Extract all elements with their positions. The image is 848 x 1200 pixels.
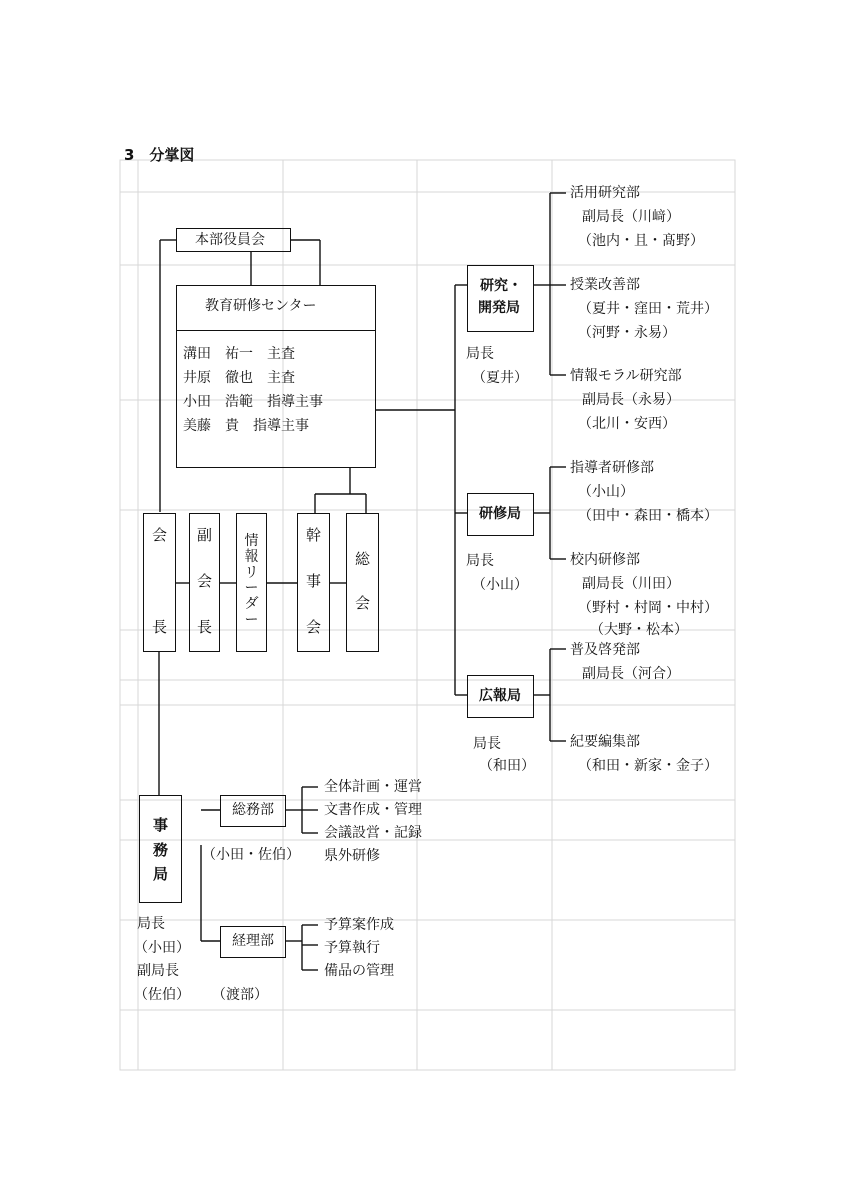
kanjikai-box: 幹 事 会 <box>297 513 330 652</box>
kenkyu-dept-3-name: 情報モラル研究部 <box>570 368 682 384</box>
somubu-members: （小田・佐伯） <box>202 847 300 863</box>
kenkyu-dept-1-members: （池内・且・髙野） <box>578 233 704 249</box>
kenshu-dept-2-members-2: （大野・松本） <box>590 622 688 638</box>
jimukyoku-box: 事 務 局 <box>139 795 182 903</box>
kenshu-chief-label: 局長 <box>466 553 494 569</box>
kenshu-dept-1-members-1: （小山） <box>578 484 634 500</box>
kenkyu-box <box>467 265 534 332</box>
center-member-2: 井原 徹也 主査 <box>183 370 295 386</box>
page-title: 3 分掌図 <box>124 146 195 164</box>
somubu-duty-1: 全体計画・運営 <box>324 779 422 795</box>
kenkyu-dept-3-members: （北川・安西） <box>578 416 676 432</box>
koho-dept-1-name: 普及啓発部 <box>570 642 640 658</box>
kenshu-dept-1-name: 指導者研修部 <box>570 460 654 476</box>
koho-dept-1-deputy: 副局長（河合） <box>582 666 680 682</box>
kenkyu-dept-3-deputy: 副局長（永易） <box>582 392 680 408</box>
kenkyu-dept-2-members-2: （河野・永易） <box>578 325 676 341</box>
center-member-1: 溝田 祐一 主査 <box>183 346 295 362</box>
jimukyoku-chief-name: （小田） <box>134 940 190 956</box>
somubu-duty-4: 県外研修 <box>324 848 380 864</box>
kenkyu-chief-name: （夏井） <box>472 370 528 386</box>
koho-chief-label: 局長 <box>473 736 501 752</box>
koho-dept-2-members: （和田・新家・金子） <box>578 758 718 774</box>
keiribu-name: 経理部 <box>232 933 274 949</box>
jimukyoku-deputy-name: （佐伯） <box>134 987 190 1003</box>
center-divider <box>177 330 375 331</box>
kenshu-chief-name: （小山） <box>472 577 528 593</box>
jimukyoku-chief-label: 局長 <box>137 916 165 932</box>
honbu-box <box>176 228 291 252</box>
koho-chief-name: （和田） <box>479 758 535 774</box>
keiribu-duty-3: 備品の管理 <box>324 963 394 979</box>
center-member-4: 美藤 貴 指導主事 <box>183 418 309 434</box>
center-name: 教育研修センター <box>205 298 317 314</box>
kenkyu-name-2: 開発局 <box>478 300 520 316</box>
keiribu-members: （渡部） <box>212 987 268 1003</box>
kenshu-name: 研修局 <box>479 506 521 522</box>
koho-name: 広報局 <box>479 688 521 704</box>
kaicho-box: 会 長 <box>143 513 176 652</box>
kenshu-box <box>467 493 534 536</box>
somubu-duty-3: 会議設営・記録 <box>324 825 422 841</box>
kenkyu-name-1: 研究・ <box>480 278 522 294</box>
kenshu-dept-1-members-2: （田中・森田・橋本） <box>578 508 718 524</box>
kenkyu-dept-1-deputy: 副局長（川﨑） <box>582 209 680 225</box>
sokai-box: 総 会 <box>346 513 379 652</box>
kenkyu-dept-2-members-1: （夏井・窪田・荒井） <box>578 301 718 317</box>
somubu-box <box>220 795 286 827</box>
fukukaicho-box: 副 会 長 <box>189 513 220 652</box>
keiribu-box <box>220 926 286 958</box>
koho-dept-2-name: 紀要編集部 <box>570 734 640 750</box>
center-box <box>176 285 376 468</box>
kenkyu-chief-label: 局長 <box>466 346 494 362</box>
koho-box <box>467 675 534 718</box>
somubu-duty-2: 文書作成・管理 <box>324 802 422 818</box>
somubu-name: 総務部 <box>232 802 274 818</box>
kenkyu-dept-2-name: 授業改善部 <box>570 277 640 293</box>
honbu-label: 本部役員会 <box>195 232 265 248</box>
kenkyu-dept-1-name: 活用研究部 <box>570 185 640 201</box>
keiribu-duty-1: 予算案作成 <box>324 917 394 933</box>
joho-leader-box: 情 報 リ ー ダ ー <box>236 513 267 652</box>
center-member-3: 小田 浩範 指導主事 <box>183 394 323 410</box>
kenshu-dept-2-name: 校内研修部 <box>570 552 640 568</box>
kenshu-dept-2-deputy: 副局長（川田） <box>582 576 680 592</box>
jimukyoku-deputy-label: 副局長 <box>137 963 179 979</box>
kenshu-dept-2-members-1: （野村・村岡・中村） <box>578 600 718 616</box>
keiribu-duty-2: 予算執行 <box>324 940 380 956</box>
